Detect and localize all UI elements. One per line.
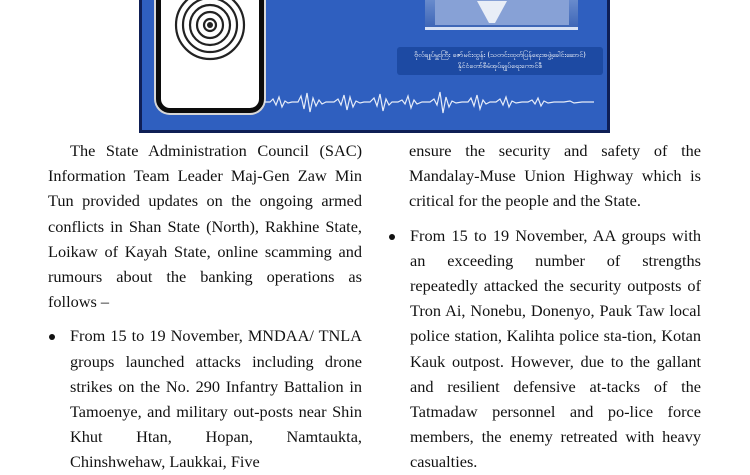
caption-line-2: နိုင်ငံတော်စီမံအုပ်ချုပ်ရေးကောင်စီ (457, 62, 543, 70)
list-item (48, 323, 362, 474)
intro-paragraph: The State Administration Council (SAC) Information Team Leader Maj-Gen Zaw Min Tun provided updates on the ongoing armed conflicts in Shan State (North), Rakhine State, Loikaw of Kayah State, online scamming and rumours about the banking operations as follows – (48, 141, 362, 312)
audio-waveform (264, 87, 594, 117)
left-column (48, 138, 362, 475)
photo-caption (397, 47, 603, 75)
top-figure (139, 0, 610, 133)
list-item (388, 223, 701, 475)
bullet-list-right (388, 223, 701, 475)
bullet-list-left (48, 323, 362, 474)
bullet-dot-icon (49, 334, 55, 340)
bullet-dot-icon (389, 234, 395, 240)
continuation-paragraph: ensure the security and safety of the Mandalay-Muse Union Highway which is critical for the people and the State. (409, 141, 701, 211)
bullet-text: From 15 to 19 November, AA groups with an exceeding number of strengths repeatedly attacked the security outposts of Tron Ai, Nonebu, Donenyo, Pauk Taw local police station, Kalihta police sta-tion, Kotan Kauk outpost. However, due to the gallant and resilient defensive at-tacks of the Tatmadaw personnel and po-lice force members, the enemy retreated with heavy casualties. (410, 225, 701, 472)
caption-line-1: ဗိုလ်ချုပ်မှူးကြီး ဇော်မင်းထွန်း (သတင်းထုတ်ပြန်ရေးအဖွဲ့ခေါင်းဆောင်) (414, 51, 586, 59)
portrait-photo (425, 0, 578, 30)
sound-rings-icon (161, 0, 259, 108)
smartphone-illustration (156, 0, 264, 113)
right-column (388, 138, 701, 475)
bullet-text: From 15 to 19 November, MNDAA/ TNLA groups launched attacks including drone strikes on the No. 290 Infantry Battalion in Tamoenye, and military out-posts near Shin Khut Htan, Hopan, Namtaukta, Chinshwehaw, Laukkai, Five (70, 326, 362, 472)
